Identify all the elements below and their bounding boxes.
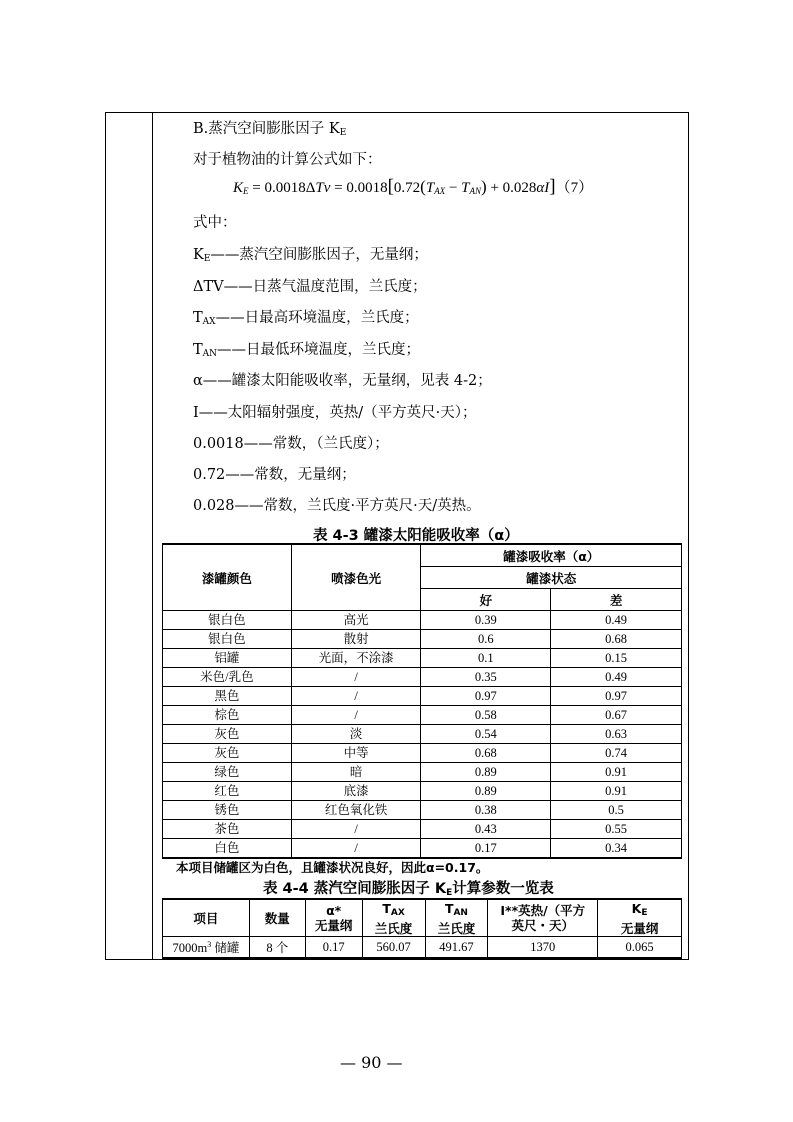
ke-formula: $K_E = 0.0018\Delta Tv = 0.0018[0.72(T_{AX} - T_{AN}) + 0.028\alpha I](7)$ <box>233 176 594 197</box>
cell-bad: 0.67 <box>551 706 682 725</box>
header-qty: 数量 <box>249 899 305 937</box>
table-row <box>163 744 682 763</box>
header-bad: 差 <box>551 589 682 611</box>
table-row <box>163 706 682 725</box>
cell-color: 棕色 <box>163 706 292 725</box>
cell-finish: 暗 <box>291 763 421 782</box>
cell-bad: 0.34 <box>551 839 682 859</box>
table-row <box>163 649 682 668</box>
table3-caption: 表 4-3 罐漆太阳能吸收率（α） <box>313 528 519 544</box>
cell-color: 红色 <box>163 782 292 801</box>
cell-color: 绿色 <box>163 763 292 782</box>
cell-color: 铝罐 <box>163 649 292 668</box>
cell-finish: 散射 <box>291 630 421 649</box>
cell-bad: 0.5 <box>551 801 682 820</box>
cell-color: 灰色 <box>163 725 292 744</box>
cell-color: 茶色 <box>163 820 292 839</box>
cell-bad: 0.68 <box>551 630 682 649</box>
header-color: 漆罐颜色 <box>163 544 292 611</box>
cell-bad: 0.49 <box>551 611 682 630</box>
cell-finish: 光面，不涂漆 <box>291 649 421 668</box>
header-good: 好 <box>421 589 551 611</box>
table-row <box>163 668 682 687</box>
cell-item: $7000m^3$ 储罐 <box>163 937 250 959</box>
cell-finish: / <box>291 687 421 706</box>
table-row <box>163 820 682 839</box>
definition-item: 0.0018——常数，（兰氏度）； <box>193 436 389 452</box>
cell-ke: 0.065 <box>598 937 682 959</box>
cell-finish: 红色氧化铁 <box>291 801 421 820</box>
cell-color: 灰色 <box>163 744 292 763</box>
cell-good: 0.97 <box>421 687 551 706</box>
cell-bad: 0.97 <box>551 687 682 706</box>
cell-good: 0.68 <box>421 744 551 763</box>
header-ke: $K_E$ 无量纲 <box>598 899 682 937</box>
cell-tan: 491.67 <box>425 937 488 959</box>
table-row <box>163 687 682 706</box>
table3-note: 本项目储罐区为白色，且罐漆状况良好，因此α=0.17。 <box>176 860 489 875</box>
cell-good: 0.54 <box>421 725 551 744</box>
cell-finish: 底漆 <box>291 782 421 801</box>
header-alpha: α* 无量纲 <box>305 899 362 937</box>
cell-color: 米色/乳色 <box>163 668 292 687</box>
cell-bad: 0.91 <box>551 782 682 801</box>
table-row <box>163 839 682 859</box>
cell-finish: / <box>291 668 421 687</box>
table-header-row <box>163 899 682 937</box>
header-radiation: I**英热/（平方 英尺・天） <box>488 899 598 937</box>
section-heading: B.蒸汽空间膨胀因子 $K_E$ <box>193 121 347 138</box>
table-row <box>163 782 682 801</box>
definition-item: α——罐漆太阳能吸收率，无量纲，见表 4-2； <box>193 373 492 389</box>
cell-color: 锈色 <box>163 801 292 820</box>
cell-color: 银白色 <box>163 630 292 649</box>
header-tan: $T_{AN}$ 兰氏度 <box>425 899 488 937</box>
cell-radiation: 1370 <box>488 937 598 959</box>
frame-divider <box>152 112 153 960</box>
cell-good: 0.89 <box>421 782 551 801</box>
cell-good: 0.43 <box>421 820 551 839</box>
definition-item: $T_{AN}——$日最低环境温度，兰氏度； <box>193 342 421 359</box>
cell-good: 0.17 <box>421 839 551 859</box>
table4-caption: 表 4-4 蒸汽空间膨胀因子 $K_E$计算参数一览表 <box>263 881 554 898</box>
cell-good: 0.89 <box>421 763 551 782</box>
cell-good: 0.38 <box>421 801 551 820</box>
table-row <box>163 630 682 649</box>
cell-tax: 560.07 <box>362 937 425 959</box>
table-row <box>163 801 682 820</box>
cell-bad: 0.63 <box>551 725 682 744</box>
cell-good: 0.39 <box>421 611 551 630</box>
absorption-table <box>162 543 682 859</box>
cell-bad: 0.91 <box>551 763 682 782</box>
cell-good: 0.6 <box>421 630 551 649</box>
cell-bad: 0.74 <box>551 744 682 763</box>
table-row <box>163 611 682 630</box>
definition-item: $K_E——$蒸汽空间膨胀因子，无量纲； <box>193 247 428 264</box>
cell-good: 0.58 <box>421 706 551 725</box>
table-header-row <box>163 544 682 567</box>
cell-alpha: 0.17 <box>305 937 362 959</box>
cell-finish: 淡 <box>291 725 421 744</box>
definition-item: 0.028——常数，兰氏度·平方英尺·天/英热。 <box>193 498 481 514</box>
cell-finish: 高光 <box>291 611 421 630</box>
header-finish: 喷漆色光 <box>291 544 421 611</box>
header-tax: $T_{AX}$ 兰氏度 <box>362 899 425 937</box>
definition-item: 0.72——常数，无量纲； <box>193 467 356 483</box>
header-state: 罐漆状态 <box>421 567 682 589</box>
table-row <box>163 937 682 959</box>
where-label: 式中： <box>193 215 237 231</box>
definition-item: ΔTV——日蒸气温度范围，兰氏度； <box>193 279 427 295</box>
cell-finish: 中等 <box>291 744 421 763</box>
cell-finish: / <box>291 839 421 859</box>
cell-color: 银白色 <box>163 611 292 630</box>
table-row <box>163 725 682 744</box>
cell-color: 白色 <box>163 839 292 859</box>
cell-qty: 8 个 <box>249 937 305 959</box>
cell-color: 黑色 <box>163 687 292 706</box>
formula-intro: 对于植物油的计算公式如下： <box>193 152 382 168</box>
formula-number: （7） <box>555 180 594 196</box>
cell-good: 0.1 <box>421 649 551 668</box>
cell-finish: / <box>291 706 421 725</box>
cell-bad: 0.15 <box>551 649 682 668</box>
table-row <box>163 763 682 782</box>
cell-bad: 0.55 <box>551 820 682 839</box>
cell-good: 0.35 <box>421 668 551 687</box>
header-item: 项目 <box>163 899 250 937</box>
definition-item: $T_{AX}——$日最高环境温度，兰氏度； <box>193 310 419 327</box>
ke-params-table <box>162 898 682 959</box>
cell-finish: / <box>291 820 421 839</box>
cell-bad: 0.49 <box>551 668 682 687</box>
page-number: — 90 — <box>340 1053 403 1072</box>
header-absorb: 罐漆吸收率（α） <box>421 544 682 567</box>
definition-item: I——太阳辐射强度，英热/（平方英尺·天）； <box>193 405 477 421</box>
